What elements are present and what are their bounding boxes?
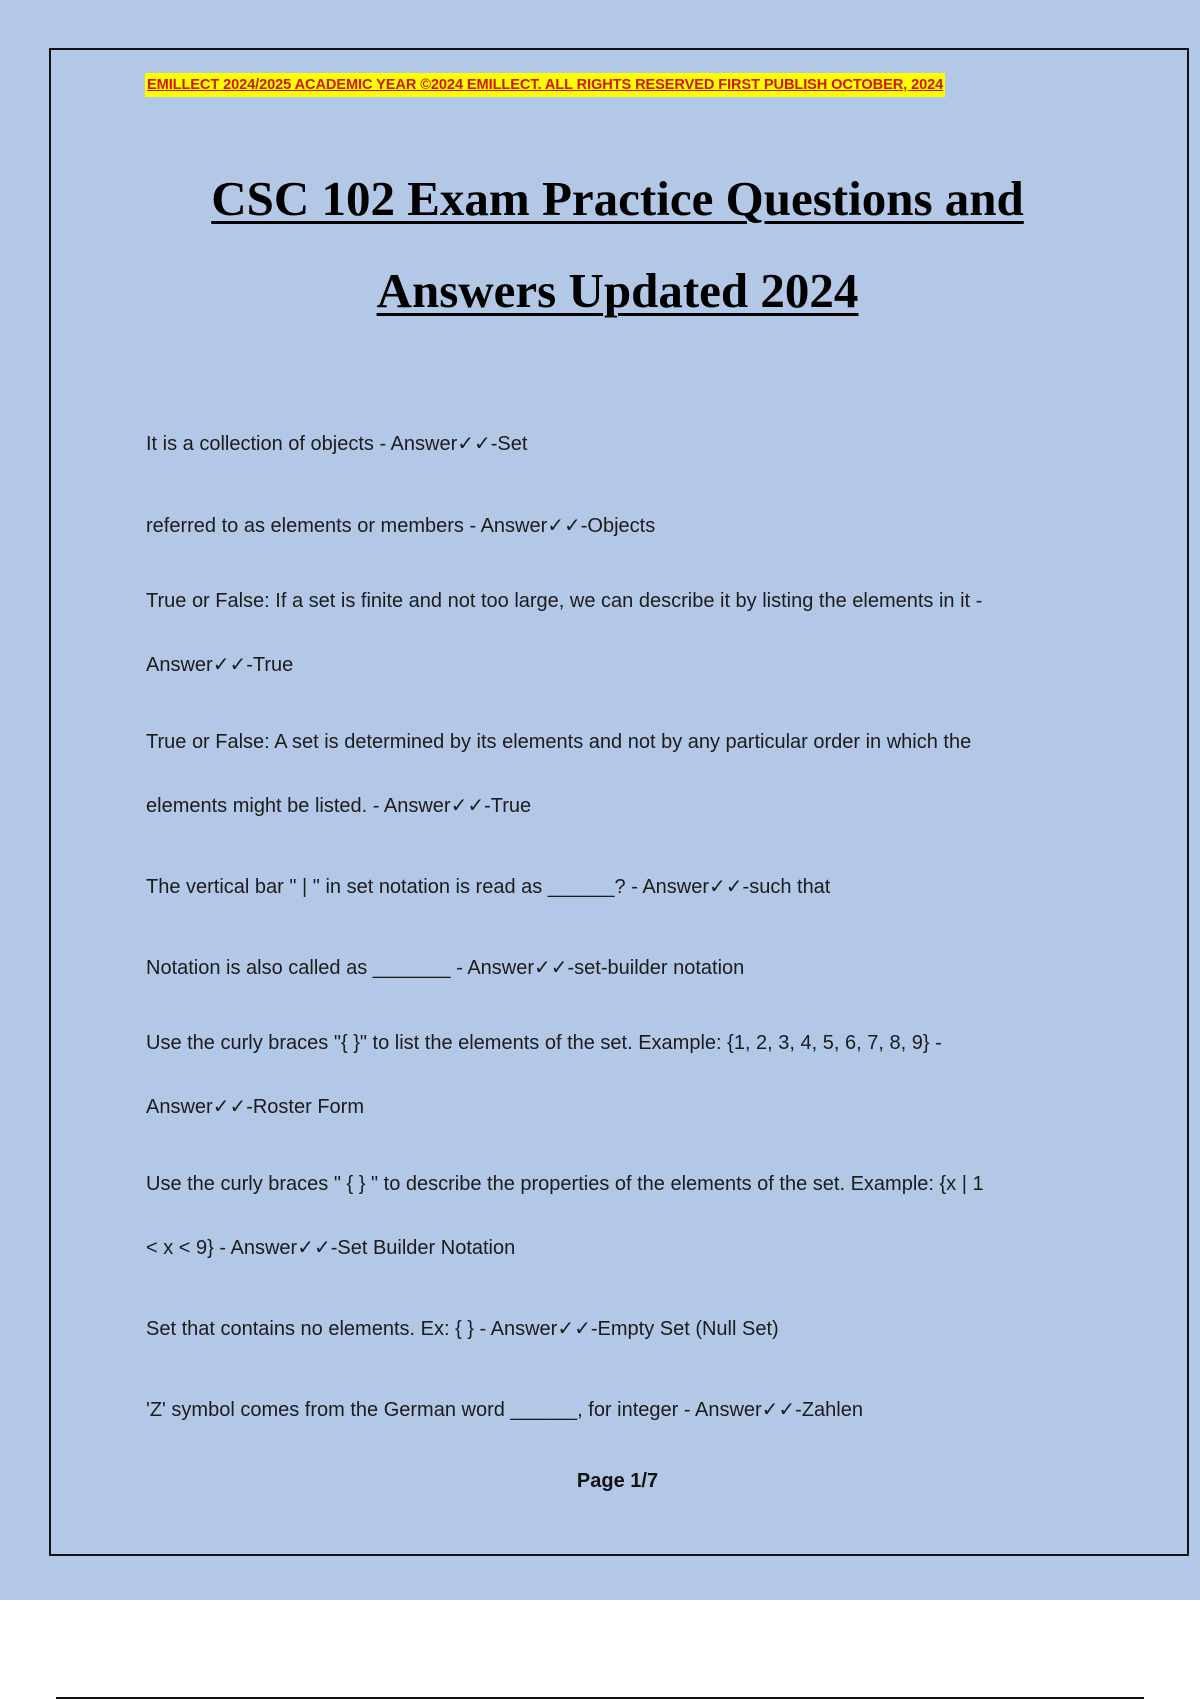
document-title-line-1: CSC 102 Exam Practice Questions and [211, 171, 1024, 226]
page-number: Page 1/7 [576, 1470, 659, 1492]
qa-line: Set that contains no elements. Ex: { } - Answer✓✓-Empty Set (Null Set) [146, 1318, 779, 1340]
next-page-divider [56, 1697, 1144, 1699]
qa-line: It is a collection of objects - Answer✓✓-Set [146, 433, 528, 455]
qa-line: Use the curly braces "{ }" to list the elements of the set. Example: {1, 2, 3, 4, 5, 6, 7, 8, 9} - [146, 1032, 942, 1054]
qa-line: Answer✓✓-Roster Form [146, 1096, 364, 1118]
qa-line: Answer✓✓-True [146, 654, 294, 676]
qa-line: elements might be listed. - Answer✓✓-True [146, 795, 532, 817]
qa-line: True or False: If a set is finite and not too large, we can describe it by listing the elements in it - [146, 590, 983, 612]
document-title-line-2: Answers Updated 2024 [376, 263, 859, 318]
qa-line: The vertical bar " | " in set notation is read as ______? - Answer✓✓-such that [146, 876, 831, 898]
qa-line: < x < 9} - Answer✓✓-Set Builder Notation [146, 1237, 516, 1259]
qa-line: True or False: A set is determined by its elements and not by any particular order in which the [146, 731, 972, 753]
qa-line: Use the curly braces " { } " to describe the properties of the elements of the set. Example: {x | 1 [146, 1173, 984, 1195]
qa-line: 'Z' symbol comes from the German word ______, for integer - Answer✓✓-Zahlen [146, 1399, 863, 1421]
qa-line: Notation is also called as _______ - Answer✓✓-set-builder notation [146, 957, 745, 979]
qa-line: referred to as elements or members - Answer✓✓-Objects [146, 515, 656, 537]
copyright-banner: EMILLECT 2024/2025 ACADEMIC YEAR ©2024 EMILLECT. ALL RIGHTS RESERVED FIRST PUBLISH OCTOBER, 2024 [145, 73, 945, 97]
